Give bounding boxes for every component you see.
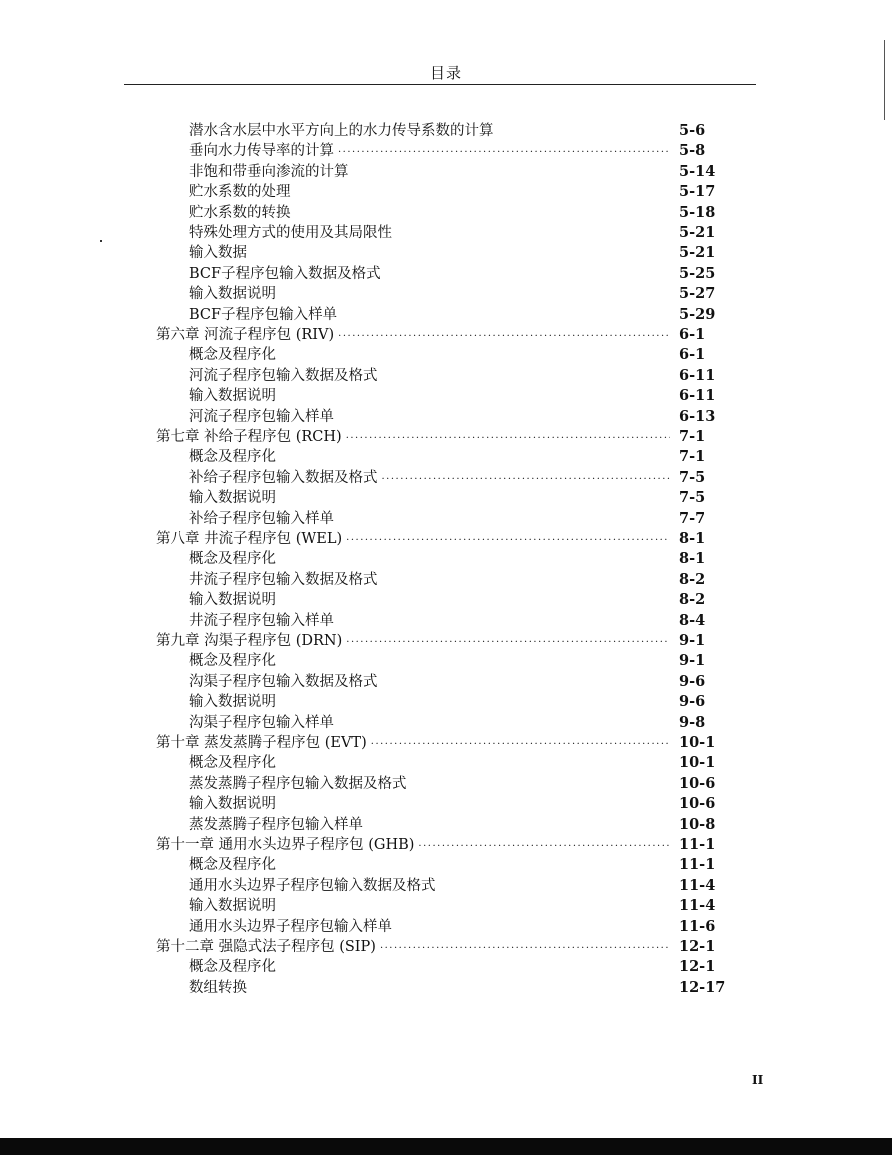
toc-entry-title: 输入数据说明 [189, 388, 276, 405]
scan-speck [100, 240, 102, 242]
toc-page-number: 5-29 [679, 305, 716, 323]
toc-entry-title: 输入数据说明 [189, 796, 276, 813]
toc-chapter-entry [156, 427, 672, 447]
toc-section-entry [189, 549, 672, 569]
toc-entry-title: 河流子程序包输入数据及格式 [189, 367, 378, 384]
toc-page-number: 8-1 [679, 530, 706, 547]
toc-entry-title: 通用水头边界子程序包输入样单 [189, 918, 392, 935]
toc-section-entry [189, 672, 672, 692]
toc-entry-title: 补给子程序包输入数据及格式 [189, 469, 378, 486]
toc-page-number: 10-6 [679, 795, 716, 813]
toc-chapter-entry [156, 835, 672, 855]
toc-section-entry [189, 305, 672, 325]
toc-entry-title: 潜水含水层中水平方向上的水力传导系数的计算 [189, 123, 494, 139]
toc-section-entry [189, 447, 672, 467]
toc-entry-title: 贮水系数的转换 [189, 204, 291, 221]
toc-leader-dots [380, 939, 670, 957]
toc-section-entry [189, 509, 672, 529]
toc-section-entry [189, 345, 672, 365]
toc-page-number: 11-4 [679, 876, 716, 894]
toc-page-number: 10-1 [679, 734, 716, 751]
toc-section-entry [189, 488, 672, 508]
toc-leader-dots [346, 531, 670, 549]
toc-entry-title: 概念及程序化 [189, 959, 276, 976]
toc-entry-title: 概念及程序化 [189, 551, 276, 568]
toc-page-number: 8-2 [679, 570, 706, 588]
toc-entry-title: 第七章 补给子程序包 (RCH) [156, 429, 342, 445]
toc-page-number: 6-11 [679, 366, 716, 384]
toc-leader-dots [338, 143, 670, 161]
toc-page-number: 10-1 [679, 754, 716, 772]
toc-entry-title: 输入数据说明 [189, 898, 276, 915]
toc-entry-title: 输入数据说明 [189, 286, 276, 303]
toc-entry-title: 概念及程序化 [189, 755, 276, 772]
toc-page-number: 5-18 [679, 203, 716, 221]
toc-entry-title: 第十章 蒸发蒸腾子程序包 (EVT) [156, 735, 367, 751]
toc-entry-title: 垂向水力传导率的计算 [189, 143, 334, 160]
toc-entry-title: 井流子程序包输入样单 [189, 612, 334, 629]
toc-entry-title: 蒸发蒸腾子程序包输入数据及格式 [189, 775, 407, 792]
toc-section-entry [189, 917, 672, 937]
toc-section-entry [189, 794, 672, 814]
toc-chapter-entry [156, 733, 672, 753]
toc-page-number: 5-8 [679, 142, 706, 160]
toc-entry-title: 概念及程序化 [189, 653, 276, 670]
toc-leader-dots [338, 327, 670, 345]
toc-page-number: 7-5 [679, 489, 706, 507]
toc-entry-title: 输入数据 [189, 245, 247, 262]
toc-entry-title: 沟渠子程序包输入数据及格式 [189, 673, 378, 690]
toc-entry-title: 通用水头边界子程序包输入数据及格式 [189, 877, 436, 894]
toc-page-number: 11-6 [679, 917, 716, 935]
toc-entry-title: 贮水系数的处理 [189, 184, 291, 201]
toc-section-entry [189, 386, 672, 406]
toc-section-entry [189, 264, 672, 284]
toc-page-number: 7-1 [679, 428, 706, 445]
toc-page-number: 12-1 [679, 958, 716, 976]
toc-entry-title: 数组转换 [189, 979, 247, 996]
toc-section-entry [189, 692, 672, 712]
toc-page-number: 9-6 [679, 672, 706, 690]
toc-chapter-entry [156, 529, 672, 549]
toc-entry-title: 输入数据说明 [189, 694, 276, 711]
toc-entry-title: 输入数据说明 [189, 592, 276, 609]
toc-section-entry [189, 774, 672, 794]
toc-page-number: 10-6 [679, 774, 716, 792]
toc-page-number: 8-2 [679, 591, 706, 609]
toc-chapter-entry [156, 325, 672, 345]
toc-section-entry [189, 243, 672, 263]
toc-entry-title: 输入数据说明 [189, 490, 276, 507]
toc-section-entry [189, 713, 672, 733]
toc-leader-dots [382, 470, 671, 488]
toc-page-number: 12-1 [679, 938, 716, 955]
toc-entry-title: 非饱和带垂向渗流的计算 [189, 163, 349, 180]
toc-entry-title: BCF子程序包输入数据及格式 [189, 265, 381, 282]
toc-entry-title: 沟渠子程序包输入样单 [189, 714, 334, 731]
toc-section-entry [189, 815, 672, 835]
toc-leader-dots [346, 633, 670, 651]
toc-chapter-entry [156, 631, 672, 651]
toc-entry-title: 井流子程序包输入数据及格式 [189, 571, 378, 588]
toc-page-number: 6-11 [679, 387, 716, 405]
toc-leader-dots [346, 429, 670, 447]
toc-section-entry [189, 162, 672, 182]
toc-section-entry [189, 978, 672, 998]
toc-page-number: 11-1 [679, 856, 716, 874]
toc-page-number: 5-17 [679, 183, 716, 201]
toc-page-number: 9-1 [679, 652, 706, 670]
toc-entry-title: 第十二章 强隐式法子程序包 (SIP) [156, 939, 376, 955]
toc-page-number: 10-8 [679, 815, 716, 833]
toc-page-number: 9-6 [679, 693, 706, 711]
toc-entry-title: 补给子程序包输入样单 [189, 510, 334, 527]
toc-entry-title: 概念及程序化 [189, 857, 276, 874]
toc-entry-title: 概念及程序化 [189, 347, 276, 364]
toc-entry-title: 第十一章 通用水头边界子程序包 (GHB) [156, 837, 415, 853]
toc-page-number: 6-1 [679, 326, 706, 343]
toc-section-entry [189, 570, 672, 590]
toc-section-entry [189, 182, 672, 202]
toc-section-entry [189, 407, 672, 427]
toc-section-entry [189, 651, 672, 671]
toc-page-number: 5-21 [679, 224, 716, 241]
toc-entry-title: BCF子程序包输入样单 [189, 306, 338, 323]
toc-page-number: 7-1 [679, 448, 706, 466]
toc-section-entry [189, 876, 672, 896]
toc-page-number: 8-1 [679, 550, 706, 568]
toc-section-entry [189, 203, 672, 223]
toc-section-entry [189, 366, 672, 386]
toc-leader-dots [371, 735, 670, 753]
toc-section-entry [189, 121, 672, 141]
scan-bottom-border [0, 1138, 892, 1155]
toc-page-number: 6-13 [679, 407, 716, 425]
toc-page-number: 9-8 [679, 713, 706, 731]
toc-page-number: 9-1 [679, 632, 706, 649]
toc-page-number: 7-7 [679, 509, 706, 527]
toc-page-number: 5-14 [679, 162, 716, 180]
toc-section-entry [189, 590, 672, 610]
toc-page-number: 6-1 [679, 346, 706, 364]
toc-section-entry [189, 855, 672, 875]
toc-entry-title: 第六章 河流子程序包 (RIV) [156, 327, 335, 343]
toc-entry-title: 第九章 沟渠子程序包 (DRN) [156, 633, 343, 649]
toc-section-entry [189, 284, 672, 304]
toc-entry-title: 特殊处理方式的使用及其局限性 [189, 225, 392, 241]
toc-section-entry [189, 753, 672, 773]
toc-entry-title: 第八章 井流子程序包 (WEL) [156, 531, 343, 547]
page-header-title: 目录 [429, 64, 462, 82]
toc-entry-title: 河流子程序包输入样单 [189, 408, 334, 425]
page-folio: II [752, 1073, 764, 1087]
toc-entry-title: 概念及程序化 [189, 449, 276, 466]
toc-page-number: 5-21 [679, 244, 716, 262]
toc-section-entry [189, 141, 672, 161]
toc-page-number: 12-17 [679, 978, 726, 996]
toc-section-entry [189, 468, 672, 488]
toc-page-number: 5-27 [679, 285, 716, 303]
toc-entry-title: 蒸发蒸腾子程序包输入样单 [189, 816, 363, 833]
toc-page-number: 5-6 [679, 122, 706, 139]
toc-page-number: 11-4 [679, 897, 716, 915]
toc-page-number: 11-1 [679, 836, 716, 853]
toc-section-entry [189, 896, 672, 916]
toc-page-number: 8-4 [679, 611, 706, 629]
toc-leader-dots [418, 837, 670, 855]
toc-page-number: 7-5 [679, 468, 706, 486]
toc-section-entry [189, 223, 672, 243]
toc-section-entry [189, 611, 672, 631]
toc-page-number: 5-25 [679, 264, 716, 282]
toc-section-entry [189, 957, 672, 977]
toc-chapter-entry [156, 937, 672, 957]
header-rule [124, 84, 756, 85]
